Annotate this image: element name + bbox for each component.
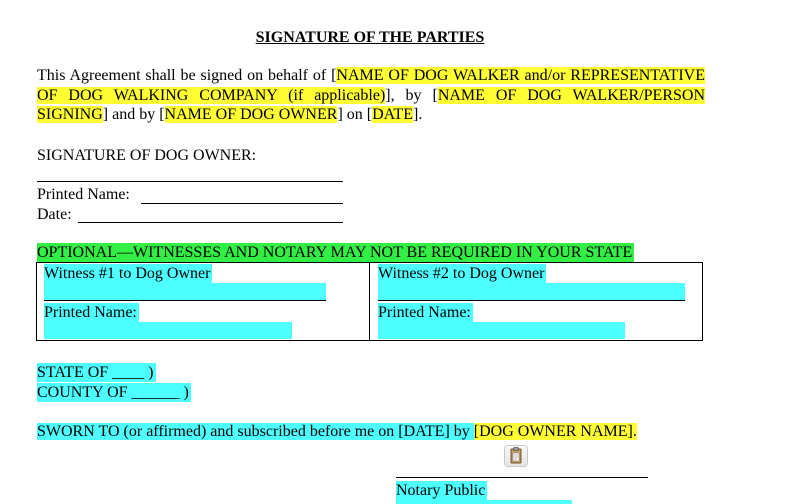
witness-2-printed-name-field[interactable]	[378, 322, 625, 339]
paragraph-text: This Agreement shall be signed on behalf of [	[37, 67, 337, 84]
witness-1-signature-line	[44, 300, 326, 301]
owner-date-line[interactable]	[78, 222, 343, 223]
witness-2-signature-line	[378, 300, 685, 301]
witness-2-label: Witness #2 to Dog Owner	[378, 265, 545, 282]
placeholder-dog-owner-name[interactable]: [DOG OWNER NAME].	[473, 423, 637, 440]
sworn-statement	[37, 422, 637, 441]
witness-1-label: Witness #1 to Dog Owner	[44, 265, 211, 282]
witness-2-printed-name-label: Printed Name:	[378, 304, 471, 321]
signing-paragraph	[37, 66, 705, 125]
section-title: SIGNATURE OF THE PARTIES	[255, 29, 485, 46]
placeholder-dog-walker[interactable]: NAME OF DOG WALKER and/or REPRESENTATIVE OF DOG WALKING COMPANY (if applicable)	[37, 67, 705, 104]
clipboard-icon	[505, 446, 527, 466]
sworn-text: SWORN TO (or affirmed) and subscribed before me on [DATE] by	[37, 423, 474, 440]
paragraph-text: ], by [	[385, 86, 438, 104]
paragraph-text: ].	[412, 106, 423, 123]
owner-signature-line[interactable]	[37, 181, 343, 182]
owner-date-label: Date:	[37, 206, 72, 223]
placeholder-date[interactable]: DATE	[372, 106, 413, 123]
notary-public-label: Notary Public	[396, 482, 486, 499]
owner-printed-name-label: Printed Name:	[37, 186, 130, 203]
placeholder-dog-owner[interactable]: NAME OF DOG OWNER	[164, 106, 338, 123]
paragraph-text: ] and by [	[102, 106, 165, 123]
paragraph-text: ] on [	[337, 106, 373, 123]
witness-1-printed-name-field[interactable]	[44, 322, 292, 339]
witness-table-divider	[369, 262, 370, 340]
witness-2-signature-field[interactable]	[378, 283, 685, 301]
notary-commission-field[interactable]	[396, 500, 572, 504]
optional-banner: OPTIONAL—WITNESSES AND NOTARY MAY NOT BE REQUIRED IN YOUR STATE	[37, 244, 633, 261]
owner-signature-heading: SIGNATURE OF DOG OWNER:	[37, 147, 257, 164]
owner-printed-name-line[interactable]	[141, 203, 343, 204]
witness-1-signature-field[interactable]	[44, 283, 326, 301]
notary-signature-line[interactable]	[396, 477, 648, 478]
state-of-field[interactable]: STATE OF ____ )	[37, 364, 154, 381]
clipboard-paste-icon[interactable]	[504, 445, 528, 467]
county-of-field[interactable]: COUNTY OF ______ )	[37, 384, 189, 401]
witness-1-printed-name-label: Printed Name:	[44, 304, 137, 321]
placeholder-person-signing[interactable]: NAME OF DOG WALKER/PERSON SIGNING	[37, 86, 706, 123]
